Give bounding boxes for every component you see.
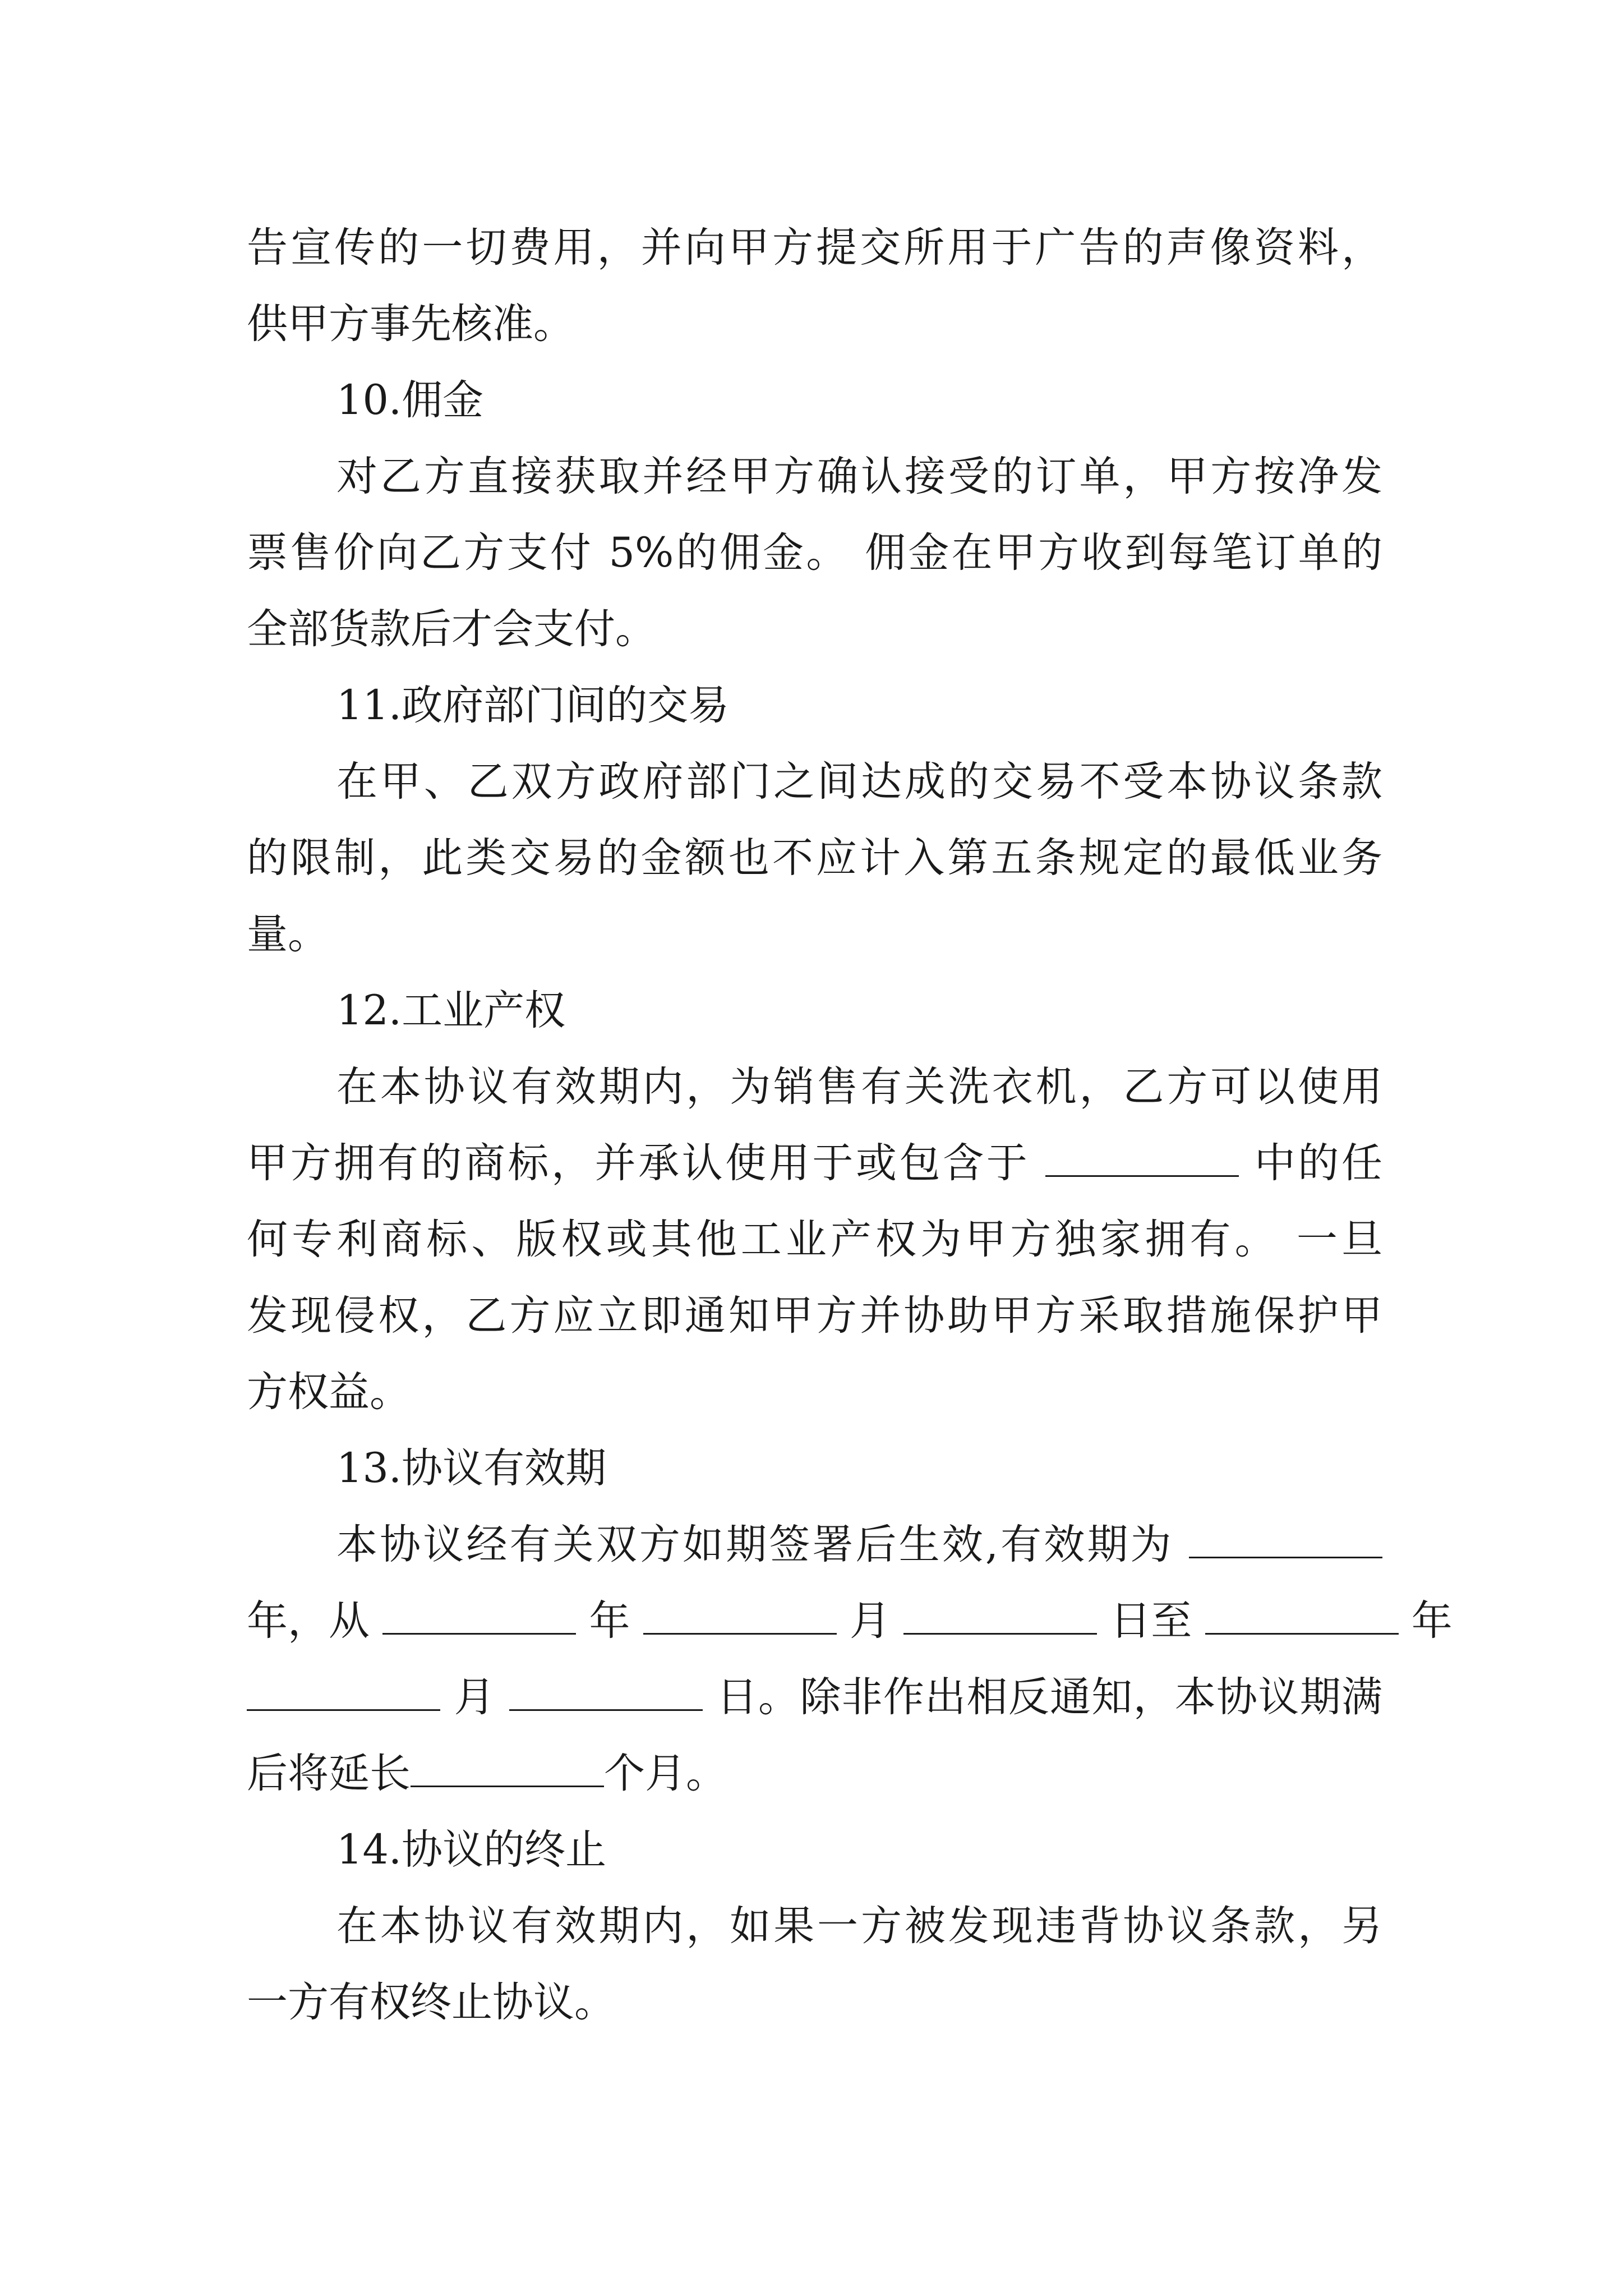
- section-heading-13: [336, 1441, 1382, 1497]
- fill-in-blank: [1045, 1139, 1239, 1177]
- fill-in-blank: [643, 1597, 837, 1635]
- text-line: [247, 1212, 1382, 1268]
- text-segment: 一方有权终止协议。: [247, 1978, 615, 2026]
- text-segment: 告宣传的一切费用，并向甲方提交所用于广告的声像资料，: [247, 224, 1382, 272]
- fill-in-blank: [382, 1597, 576, 1635]
- text-segment: 年，从: [247, 1597, 370, 1645]
- text-line: [247, 1746, 1382, 1802]
- heading-text: 10.佣金: [336, 376, 484, 424]
- text-segment: 在本协议有效期内，如果一方被发现违背协议条款，另: [336, 1902, 1382, 1950]
- text-line: [247, 1364, 1382, 1420]
- section-heading-11: [336, 678, 1382, 734]
- text-segment: 的限制，此类交易的金额也不应计入第五条规定的最低业务: [247, 834, 1382, 882]
- text-segment: 月: [849, 1597, 891, 1645]
- text-line: [336, 1517, 1382, 1573]
- text-segment: 在甲、乙双方政府部门之间达成的交易不受本协议条款: [336, 758, 1382, 806]
- text-line: [247, 1288, 1382, 1344]
- text-line: [247, 525, 1382, 581]
- text-segment: 何专利商标、版权或其他工业产权为甲方独家拥有。 一旦: [247, 1216, 1382, 1263]
- text-segment: 方权益。: [247, 1368, 411, 1416]
- section-heading-12: [336, 983, 1382, 1039]
- heading-text: 11.政府部门间的交易: [336, 682, 730, 729]
- text-segment: 发现侵权，乙方应立即通知甲方并协助甲方采取措施保护甲: [247, 1292, 1382, 1340]
- text-line: [336, 449, 1382, 505]
- section-heading-14: [336, 1822, 1382, 1878]
- text-segment: 日。除非作出相反通知，本协议期满: [716, 1673, 1382, 1721]
- fill-in-blank: [509, 1673, 703, 1711]
- text-segment: 日至: [1110, 1597, 1192, 1645]
- text-segment: 供甲方事先核准。: [247, 300, 574, 348]
- text-segment: 本协议经有关双方如期签署后生效,有效期为: [336, 1521, 1174, 1568]
- text-segment: 中的任: [1254, 1139, 1382, 1187]
- text-line: [247, 1975, 1382, 2031]
- text-segment: 在本协议有效期内，为销售有关洗衣机，乙方可以使用: [336, 1063, 1382, 1111]
- text-segment: 量。: [247, 910, 329, 958]
- section-heading-10: [336, 372, 1382, 429]
- heading-text: 14.协议的终止: [336, 1826, 607, 1874]
- text-segment: 票售价向乙方支付 5%的佣金。 佣金在甲方收到每笔订单的: [247, 529, 1382, 577]
- text-line: [247, 296, 1382, 352]
- text-line: [336, 1059, 1382, 1115]
- text-line: [247, 907, 1382, 963]
- fill-in-blank: [903, 1597, 1097, 1635]
- text-segment: 个月。: [604, 1750, 727, 1797]
- text-line: [247, 830, 1382, 886]
- heading-text: 13.协议有效期: [336, 1444, 607, 1492]
- fill-in-blank: [1205, 1597, 1399, 1635]
- fill-in-blank: [1189, 1521, 1382, 1558]
- text-line: [247, 1135, 1382, 1191]
- text-segment: 全部货款后才会支付。: [247, 605, 656, 653]
- text-line: [336, 754, 1382, 810]
- text-segment: 对乙方直接获取并经甲方确认接受的订单，甲方按净发: [336, 453, 1382, 500]
- text-line: [247, 1593, 1453, 1649]
- text-line: [247, 1669, 1382, 1726]
- heading-text: 12.工业产权: [336, 987, 566, 1034]
- text-line: [247, 220, 1382, 276]
- text-segment: 月: [454, 1673, 496, 1721]
- text-line: [336, 1898, 1382, 1954]
- text-segment: 年: [1411, 1597, 1453, 1645]
- text-segment: 甲方拥有的商标，并承认使用于或包含于: [247, 1139, 1030, 1187]
- text-segment: 年: [589, 1597, 630, 1645]
- text-segment: 后将延长: [247, 1750, 411, 1797]
- fill-in-blank: [247, 1673, 440, 1711]
- fill-in-blank: [411, 1750, 604, 1787]
- text-line: [247, 601, 1382, 657]
